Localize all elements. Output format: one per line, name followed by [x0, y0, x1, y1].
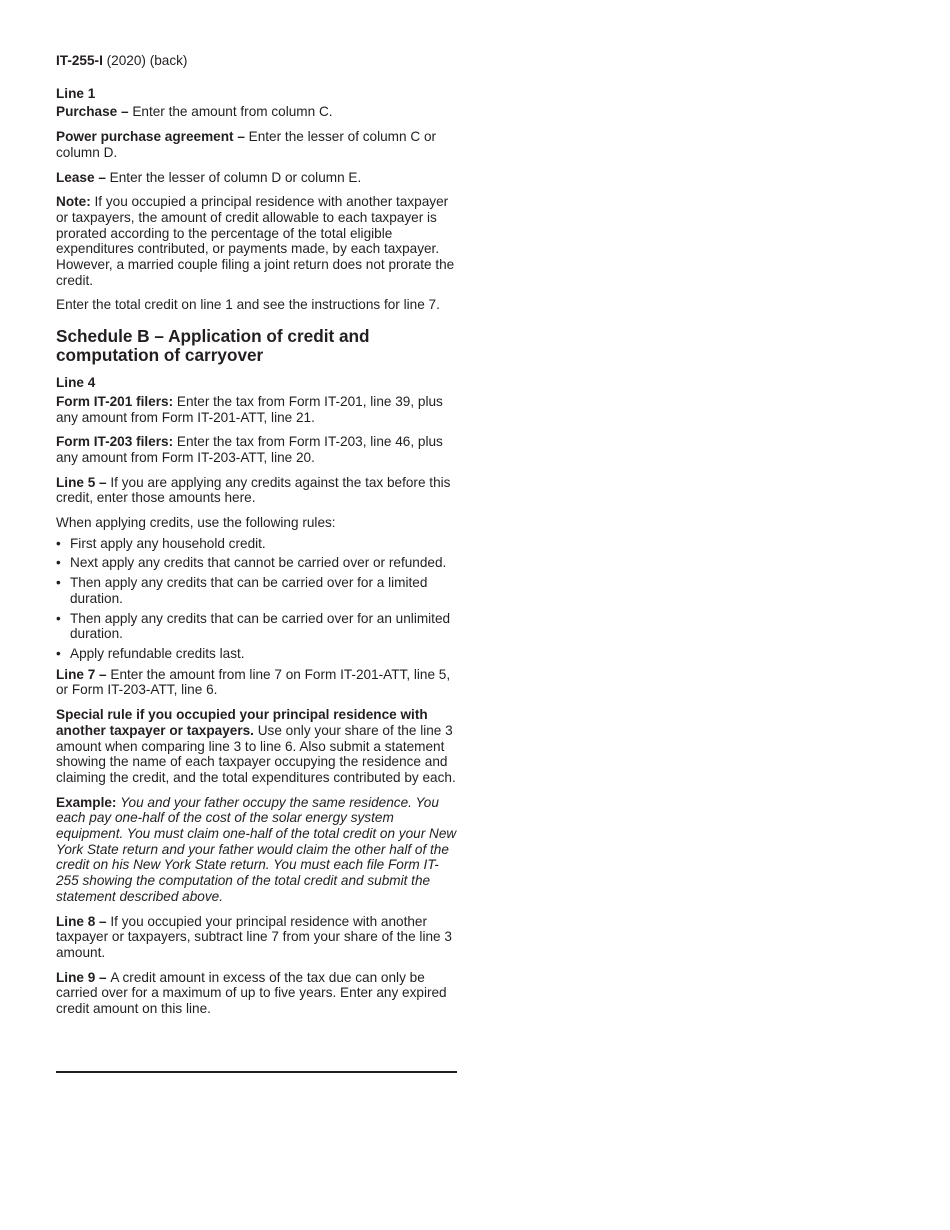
line8-label: Line 8 – [56, 913, 111, 929]
line9-label: Line 9 – [56, 969, 111, 985]
ppa-text: Enter the lesser of column C or column D. [56, 129, 437, 160]
example-text: You and your father occupy the same residence. You each pay one-half of the cost of the solar energy system equipment. You must claim one-half of the total credit on your New York State return and your father would claim the other half of the credit on his New York State return. You must each file Form IT-255 showing the computation of the total credit and submit the statement described above. [56, 794, 457, 904]
column-end-rule [56, 1071, 457, 1073]
special-rule-text: Use only your share of the line 3 amount when comparing line 3 to line 6. Also submit a statement showing the name of each taxpayer occupying the residence and claiming the credit, and the total expenditures contributed by each. [56, 722, 456, 785]
line4-heading: Line 4 [56, 375, 96, 391]
example-label: Example: [56, 794, 121, 810]
list-item: • Apply refundable credits last. [56, 646, 458, 662]
line8-text: If you occupied your principal residence with another taxpayer or taxpayers, subtract line 7 from your share of the line 3 amount. [56, 913, 452, 960]
total-credit-paragraph: Enter the total credit on line 1 and see the instructions for line 7. [56, 297, 440, 313]
note-label: Note: [56, 194, 95, 210]
instructions-column [56, 53, 458, 1026]
it201-label: Form IT-201 filers: [56, 393, 177, 409]
list-item: • Then apply any credits that can be carried over for a limited duration. [56, 575, 458, 606]
line5-paragraph [56, 475, 458, 506]
ppa-label: Power purchase agreement – [56, 129, 249, 145]
it203-paragraph [56, 434, 458, 465]
note-paragraph [56, 194, 458, 288]
line7-label: Line 7 – [56, 666, 111, 682]
line1-heading: Line 1 [56, 85, 96, 101]
special-rule-label: Special rule if you occupied your principal residence with another taxpayer or taxpayers. [56, 707, 428, 738]
example-paragraph [56, 795, 458, 905]
it203-label: Form IT-203 filers: [56, 434, 177, 450]
purchase-label: Purchase – [56, 104, 133, 120]
lease-text: Enter the lesser of column D or column E. [109, 169, 362, 185]
lease-label: Lease – [56, 169, 110, 185]
line9-paragraph [56, 970, 458, 1017]
line8-paragraph [56, 914, 458, 961]
special-rule-paragraph [56, 707, 458, 786]
list-item: • Then apply any credits that can be carried over for an unlimited duration. [56, 611, 458, 642]
ppa-paragraph [56, 129, 458, 160]
line9-text: A credit amount in excess of the tax due can only be carried over for a maximum of up to five years. Enter any expired credit amount on this line. [56, 969, 447, 1017]
it201-paragraph [56, 394, 458, 425]
rules-intro: When applying credits, use the following rules: [56, 515, 336, 531]
line7-text: Enter the amount from line 7 on Form IT-201-ATT, line 5, or Form IT-203-ATT, line 6. [56, 666, 451, 698]
rules-list [56, 536, 458, 662]
line5-text: If you are applying any credits against the tax before this credit, enter those amounts here. [56, 474, 451, 506]
purchase-text: Enter the amount from column C. [132, 104, 333, 120]
list-item: • First apply any household credit. [56, 536, 458, 552]
it201-text: Enter the tax from Form IT-201, line 39, plus any amount from Form IT-201-ATT, line 21. [56, 393, 443, 425]
form-header [56, 53, 458, 69]
lease-paragraph [56, 170, 458, 186]
list-item: • Next apply any credits that cannot be carried over or refunded. [56, 555, 458, 571]
purchase-paragraph [56, 104, 458, 120]
line5-label: Line 5 – [56, 474, 111, 490]
schedule-b-title: Schedule B – Application of credit and computation of carryover [56, 326, 370, 366]
note-text: If you occupied a principal residence with another taxpayer or taxpayers, the amount of credit allowable to each taxpayer is prorated according to the percentage of the total eligible expenditures contributed, or payments made, by each taxpayer. However, a married couple filing a joint return does not prorate the credit. [56, 194, 455, 288]
line7-paragraph [56, 667, 458, 698]
it203-text: Enter the tax from Form IT-203, line 46, plus any amount from Form IT-203-ATT, line 20. [56, 434, 443, 465]
form-meta: (2020) (back) [102, 53, 188, 68]
form-id: IT-255-I [56, 53, 103, 68]
